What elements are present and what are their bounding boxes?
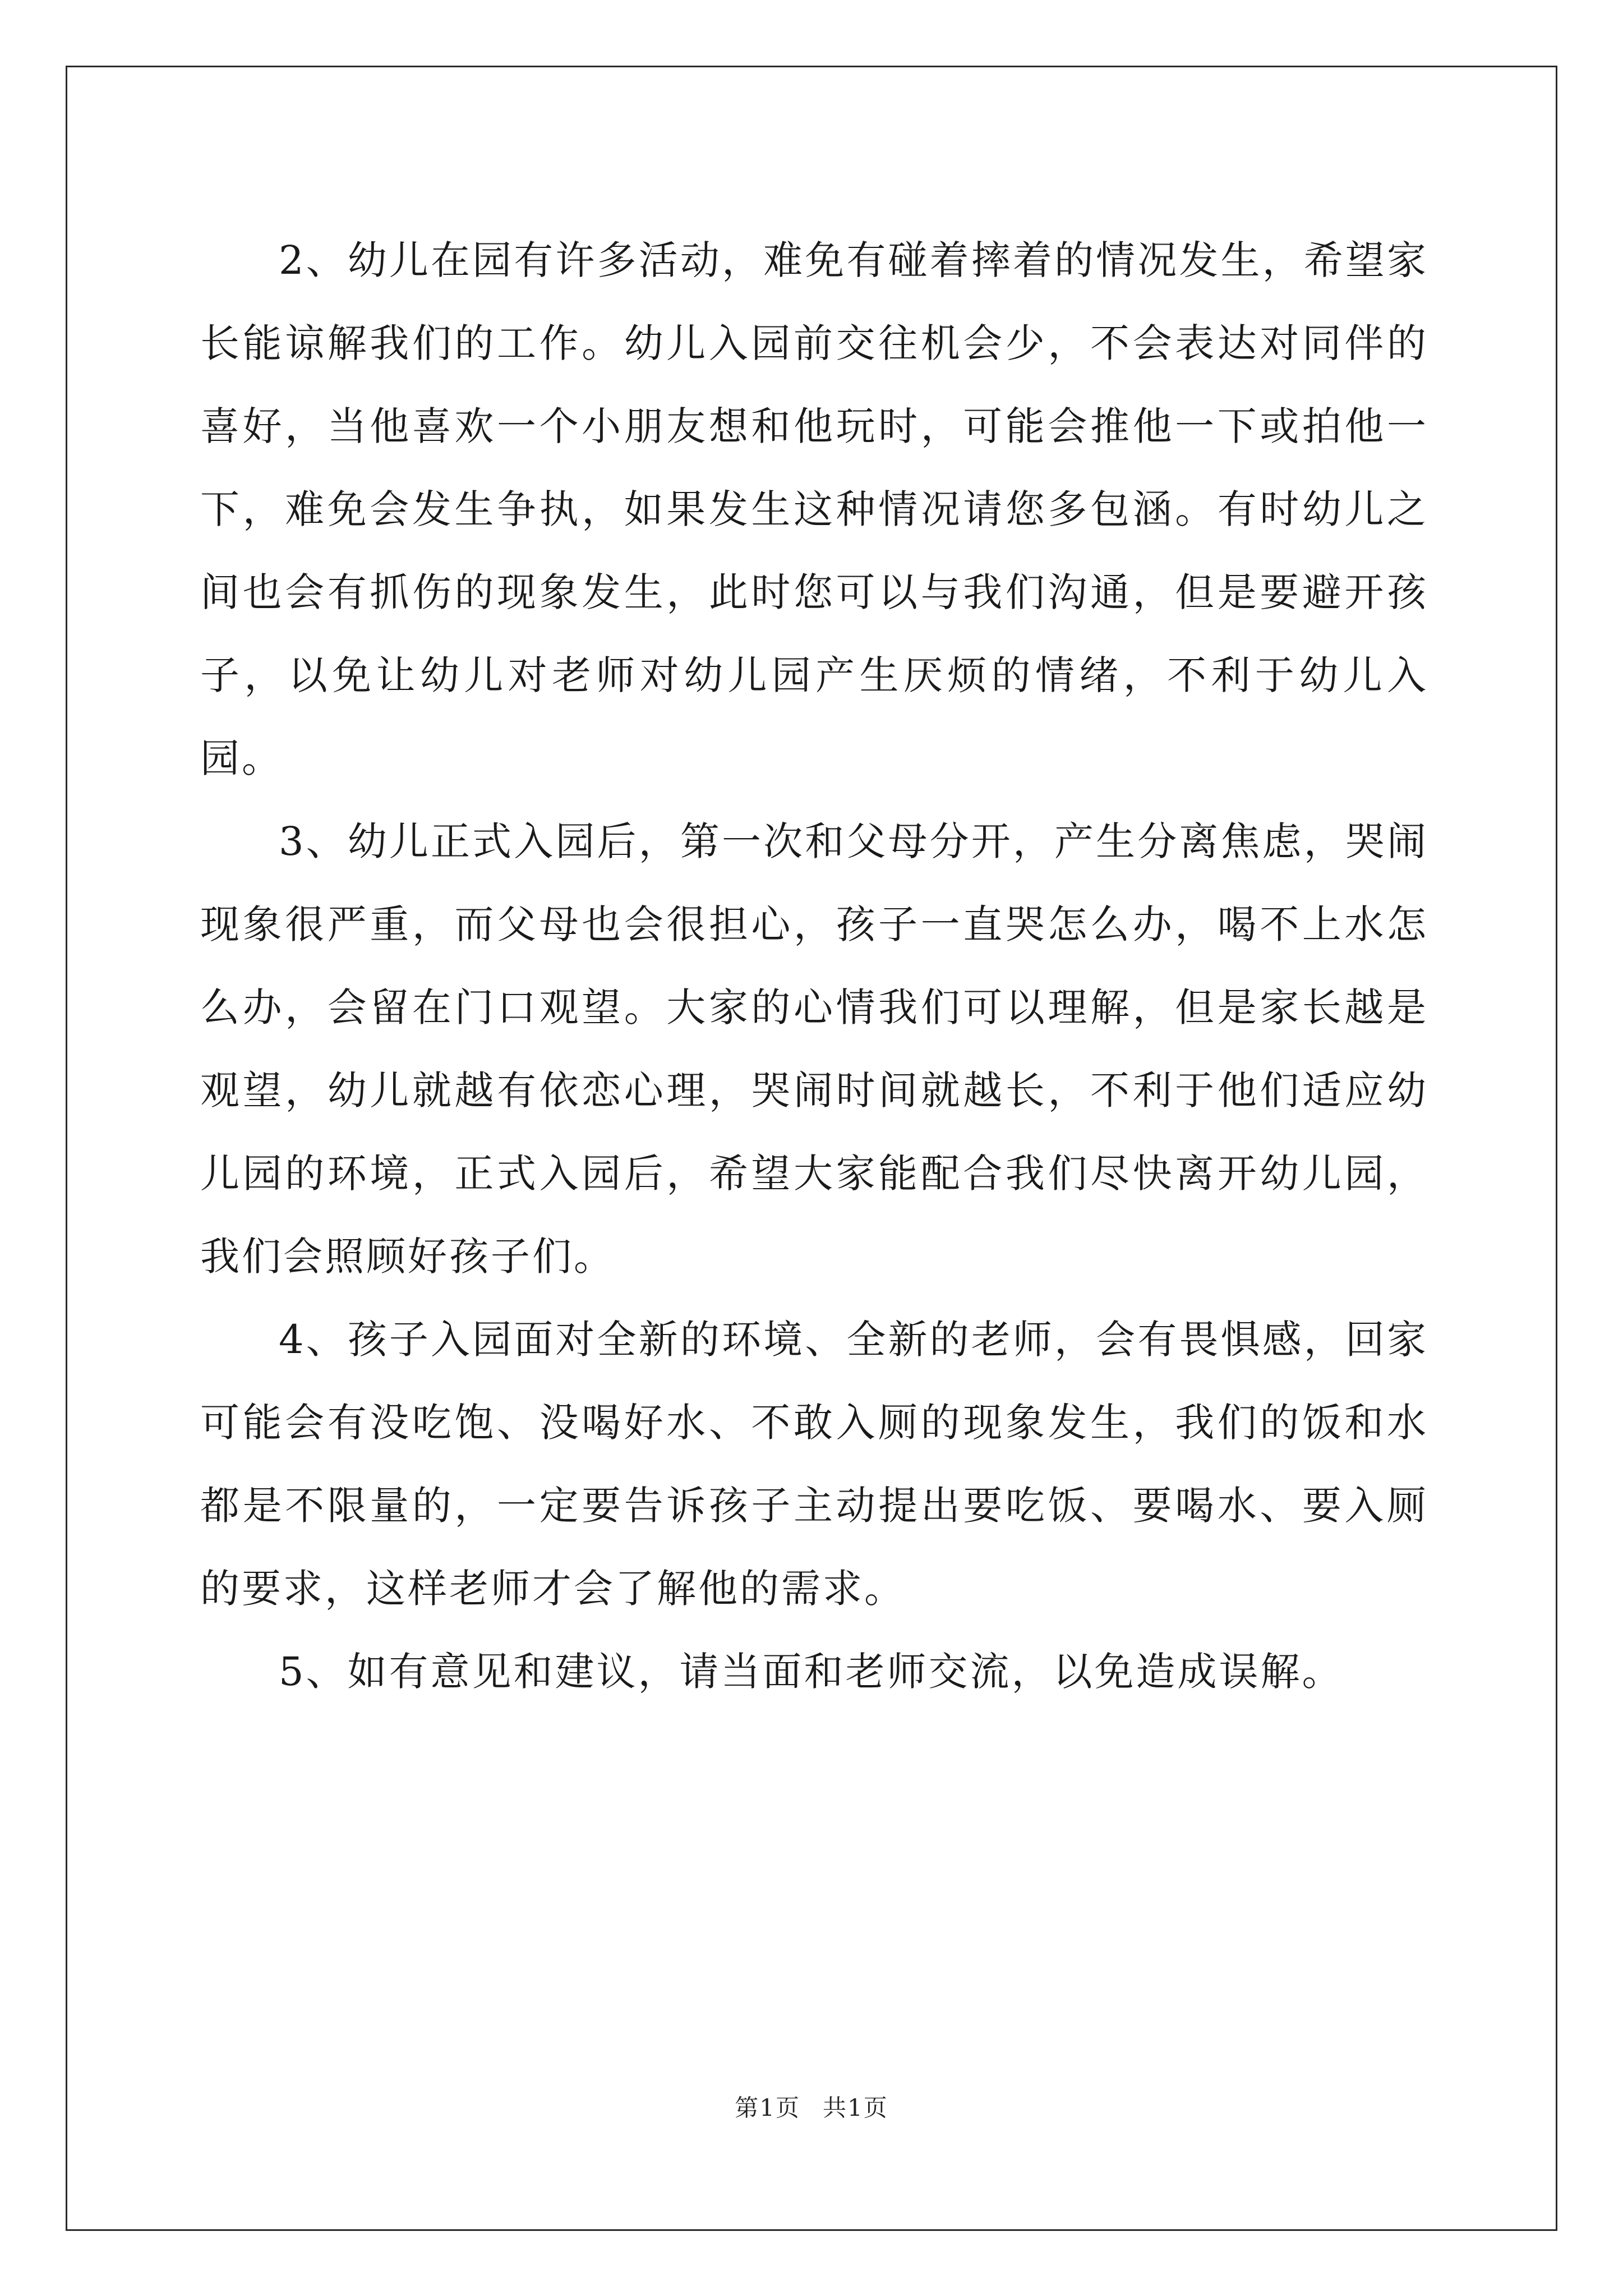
paragraph-2: 2、幼儿在园有许多活动，难免有碰着摔着的情况发生，希望家长能谅解我们的工作。幼儿入园前交往机会少，不会表达对同伴的喜好，当他喜欢一个小朋友想和他玩时，可能会推他一下或拍他一下，难免会发生争执，如果发生这种情况请您多包涵。有时幼儿之间也会有抓伤的现象发生，此时您可以与我们沟通，但是要避开孩子，以免让幼儿对老师对幼儿园产生厌烦的情绪，不利于幼儿入园。 [200, 237, 1428, 781]
page-number-total: 共1页 [823, 2094, 888, 2122]
paragraph-5: 5、如有意见和建议，请当面和老师交流，以免造成误解。 [279, 1649, 1344, 1695]
page-footer [0, 2091, 1623, 2125]
paragraph-3: 3、幼儿正式入园后，第一次和父母分开，产生分离焦虑，哭闹现象很严重，而父母也会很担心，孩子一直哭怎么办，喝不上水怎么办，会留在门口观望。大家的心情我们可以理解，但是家长越是观望，幼儿就越有依恋心理，哭闹时间就越长，不利于他们适应幼儿园的环境，正式入园后，希望大家能配合我们尽快离开幼儿园，我们会照顾好孩子们。 [200, 818, 1428, 1280]
paragraph-4: 4、孩子入园面对全新的环境、全新的老师，会有畏惧感，回家可能会有没吃饱、没喝好水、不敢入厕的现象发生，我们的饭和水都是不限量的，一定要告诉孩子主动提出要吃饭、要喝水、要入厕的要求，这样老师才会了解他的需求。 [200, 1317, 1428, 1612]
document-body [200, 219, 1428, 1713]
page-number-current: 第1页 [735, 2094, 800, 2122]
